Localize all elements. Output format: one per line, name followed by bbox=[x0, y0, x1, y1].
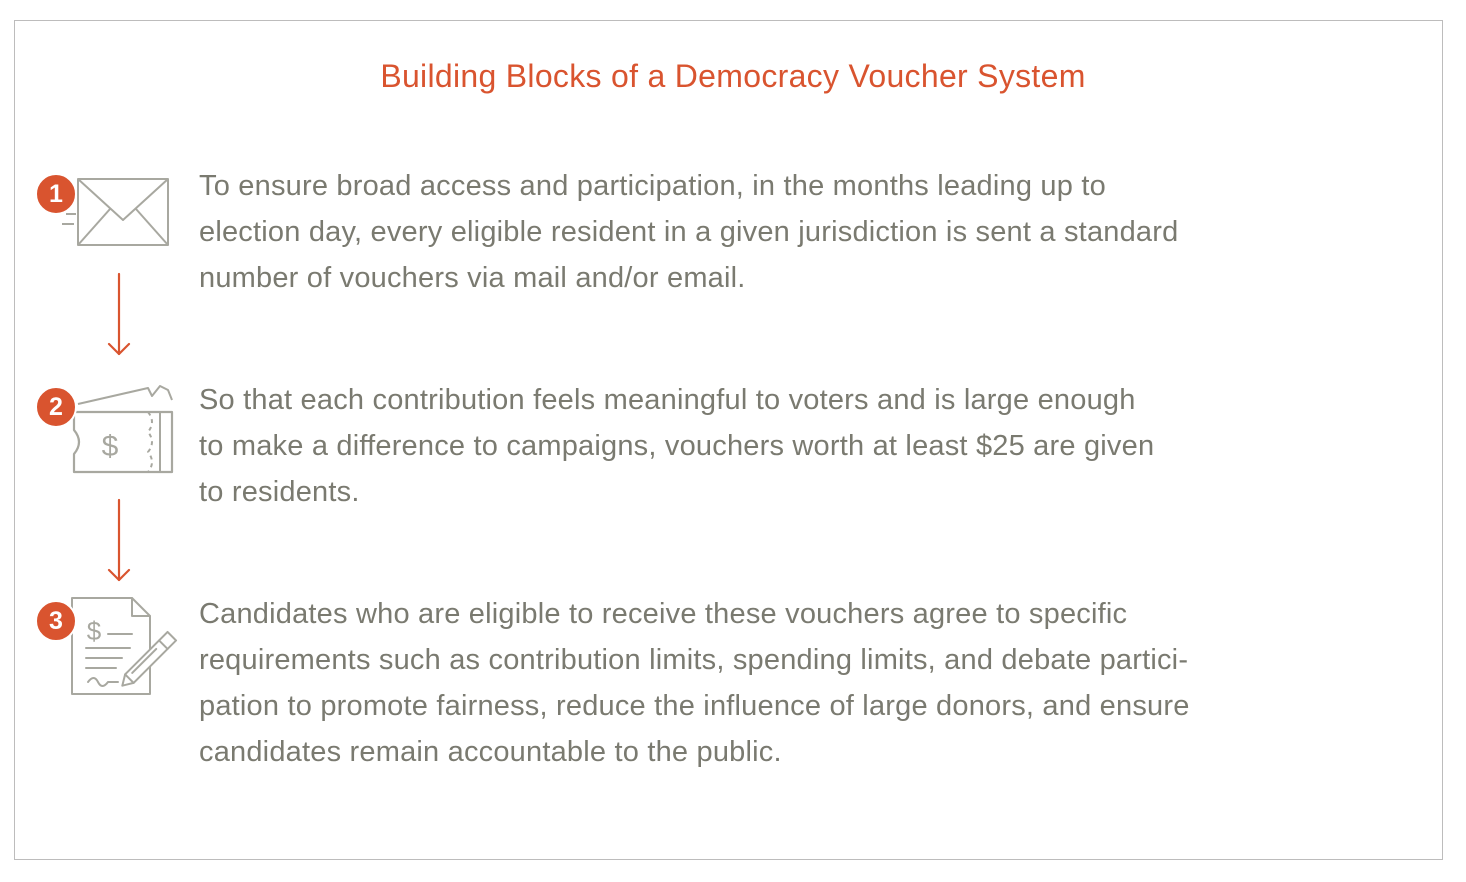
step-1-line-1: To ensure broad access and participation, in the months leading up to bbox=[199, 170, 1106, 202]
svg-text:$: $ bbox=[101, 430, 119, 463]
diagram-title: Building Blocks of a Democracy Voucher System bbox=[380, 58, 1086, 94]
step-2-line-1: So that each contribution feels meaningful to voters and is large enough bbox=[199, 384, 1136, 416]
step-3-badge: 3 bbox=[35, 600, 77, 642]
down-arrow-1 bbox=[104, 272, 134, 358]
step-3-line-1: Candidates who are eligible to receive these vouchers agree to specific bbox=[199, 598, 1128, 630]
step-2-line-2: to make a difference to campaigns, vouchers worth at least $25 are given bbox=[199, 430, 1155, 462]
step-1-line-3: number of vouchers via mail and/or email. bbox=[199, 262, 746, 294]
step-3-line-3: pation to promote fairness, reduce the influence of large donors, and ensure bbox=[199, 690, 1190, 722]
step-2-line-3: to residents. bbox=[199, 476, 360, 508]
step-1-badge: 1 bbox=[35, 173, 77, 215]
step-3-line-2: requirements such as contribution limits, spending limits, and debate partici- bbox=[199, 644, 1189, 676]
step-3-text bbox=[199, 591, 1190, 775]
step-3-line-4: candidates remain accountable to the public. bbox=[199, 736, 782, 768]
step-1-text bbox=[199, 163, 1178, 301]
step-2-text bbox=[199, 377, 1154, 515]
envelope-icon bbox=[60, 176, 174, 252]
step-2-badge: 2 bbox=[35, 386, 77, 428]
signed-contract-icon bbox=[60, 596, 185, 700]
dollar-voucher-ticket-icon bbox=[60, 382, 178, 482]
step-1-line-2: election day, every eligible resident in a given jurisdiction is sent a standard bbox=[199, 216, 1179, 248]
svg-text:$: $ bbox=[86, 616, 102, 646]
down-arrow-2 bbox=[104, 498, 134, 584]
